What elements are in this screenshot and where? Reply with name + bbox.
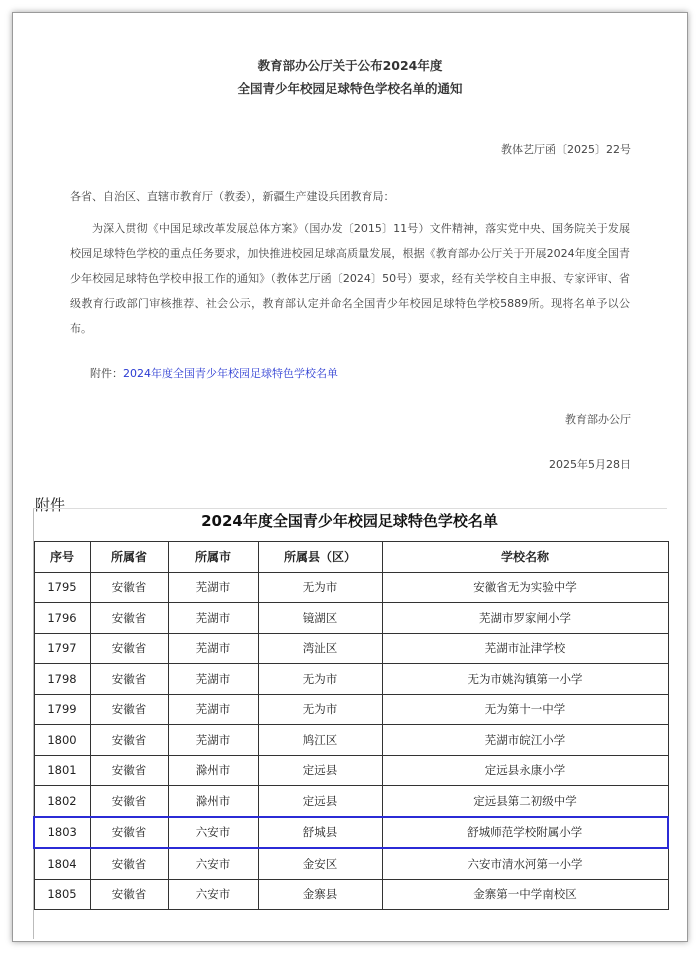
table-row [34, 786, 668, 817]
table-row [34, 572, 668, 603]
school-table [33, 541, 669, 910]
header-seq: 序号 [34, 542, 90, 573]
cell-county: 无为市 [258, 572, 382, 603]
cell-county: 定远县 [258, 786, 382, 817]
header-province: 所属省 [90, 542, 168, 573]
cell-seq: 1802 [34, 786, 90, 817]
document-number: 教体艺厅函〔2025〕22号 [501, 143, 631, 156]
notice-title-line1: 教育部办公厅关于公布2024年度 [257, 58, 443, 73]
cell-province: 安徽省 [90, 603, 168, 634]
cell-city: 滁州市 [168, 786, 258, 817]
cell-school-name: 安徽省无为实验中学 [382, 572, 668, 603]
cell-school-name: 金寨第一中学南校区 [382, 879, 668, 910]
header-school-name: 学校名称 [382, 542, 668, 573]
cell-school-name: 定远县第二初级中学 [382, 786, 668, 817]
cell-seq: 1798 [34, 664, 90, 695]
table-header-row [34, 542, 668, 573]
cell-seq: 1797 [34, 633, 90, 664]
cell-county: 无为市 [258, 664, 382, 695]
cell-city: 六安市 [168, 817, 258, 849]
cell-seq: 1803 [34, 817, 90, 849]
cell-province: 安徽省 [90, 572, 168, 603]
table-row [34, 817, 668, 849]
cell-county: 鸠江区 [258, 725, 382, 756]
cell-city: 芜湖市 [168, 603, 258, 634]
notice-title-line2: 全国青少年校园足球特色学校名单的通知 [237, 81, 463, 96]
table-row [34, 755, 668, 786]
annex-table-title: 2024年度全国青少年校园足球特色学校名单 [201, 512, 498, 530]
cell-province: 安徽省 [90, 786, 168, 817]
cell-city: 芜湖市 [168, 572, 258, 603]
cell-seq: 1805 [34, 879, 90, 910]
cell-province: 安徽省 [90, 817, 168, 849]
table-body [34, 572, 668, 910]
cell-school-name: 芜湖市沚津学校 [382, 633, 668, 664]
cell-province: 安徽省 [90, 879, 168, 910]
table-row [34, 633, 668, 664]
cell-school-name: 舒城师范学校附属小学 [382, 817, 668, 849]
cell-city: 芜湖市 [168, 725, 258, 756]
cell-city: 芜湖市 [168, 664, 258, 695]
cell-seq: 1801 [34, 755, 90, 786]
cell-seq: 1804 [34, 848, 90, 879]
cell-seq: 1800 [34, 725, 90, 756]
cell-county: 定远县 [258, 755, 382, 786]
cell-county: 镜湖区 [258, 603, 382, 634]
notice-body: 为深入贯彻《中国足球改革发展总体方案》（国办发〔2015〕11号）文件精神，落实党中央、国务院关于发展校园足球特色学校的重点任务要求，加快推进校园足球高质量发展，根据《教育部办公厅关于开展2024年度全国青少年校园足球特色学校申报工作的通知》（教体艺厅函〔2024〕50号）要求，经有关学校自主申报、专家评审、省级教育行政部门审核推荐、社会公示，教育部认定并命名全国青少年校园足球特色学校5889所。现将名单予以公布。 [70, 222, 630, 335]
cell-school-name: 芜湖市罗家闸小学 [382, 603, 668, 634]
cell-province: 安徽省 [90, 664, 168, 695]
table-row [34, 848, 668, 879]
signature-date: 2025年5月28日 [549, 458, 631, 471]
table-row [34, 664, 668, 695]
signature-org: 教育部办公厅 [565, 413, 631, 426]
header-city: 所属市 [168, 542, 258, 573]
cell-city: 芜湖市 [168, 694, 258, 725]
cell-county: 金安区 [258, 848, 382, 879]
cell-county: 金寨县 [258, 879, 382, 910]
cell-city: 六安市 [168, 848, 258, 879]
cell-school-name: 无为第十一中学 [382, 694, 668, 725]
cell-province: 安徽省 [90, 848, 168, 879]
cell-province: 安徽省 [90, 633, 168, 664]
table-row [34, 694, 668, 725]
table-row [34, 879, 668, 910]
cell-province: 安徽省 [90, 725, 168, 756]
cell-seq: 1796 [34, 603, 90, 634]
attachment-prefix: 附件： [90, 367, 123, 380]
cell-school-name: 六安市清水河第一小学 [382, 848, 668, 879]
table-row [34, 603, 668, 634]
cell-province: 安徽省 [90, 694, 168, 725]
cell-city: 芜湖市 [168, 633, 258, 664]
cell-seq: 1799 [34, 694, 90, 725]
cell-province: 安徽省 [90, 755, 168, 786]
annex-label: 附件 [35, 496, 66, 514]
header-county: 所属县（区） [258, 542, 382, 573]
cell-county: 舒城县 [258, 817, 382, 849]
cell-city: 滁州市 [168, 755, 258, 786]
cell-county: 湾沚区 [258, 633, 382, 664]
cell-school-name: 定远县永康小学 [382, 755, 668, 786]
attachment-link[interactable]: 2024年度全国青少年校园足球特色学校名单 [123, 367, 338, 380]
attachment-line [90, 365, 338, 381]
table-row [34, 725, 668, 756]
cell-school-name: 芜湖市皖江小学 [382, 725, 668, 756]
document-frame [12, 12, 688, 942]
cell-city: 六安市 [168, 879, 258, 910]
cell-county: 无为市 [258, 694, 382, 725]
salutation: 各省、自治区、直辖市教育厅（教委），新疆生产建设兵团教育局： [70, 190, 395, 203]
cell-school-name: 无为市姚沟镇第一小学 [382, 664, 668, 695]
cell-seq: 1795 [34, 572, 90, 603]
